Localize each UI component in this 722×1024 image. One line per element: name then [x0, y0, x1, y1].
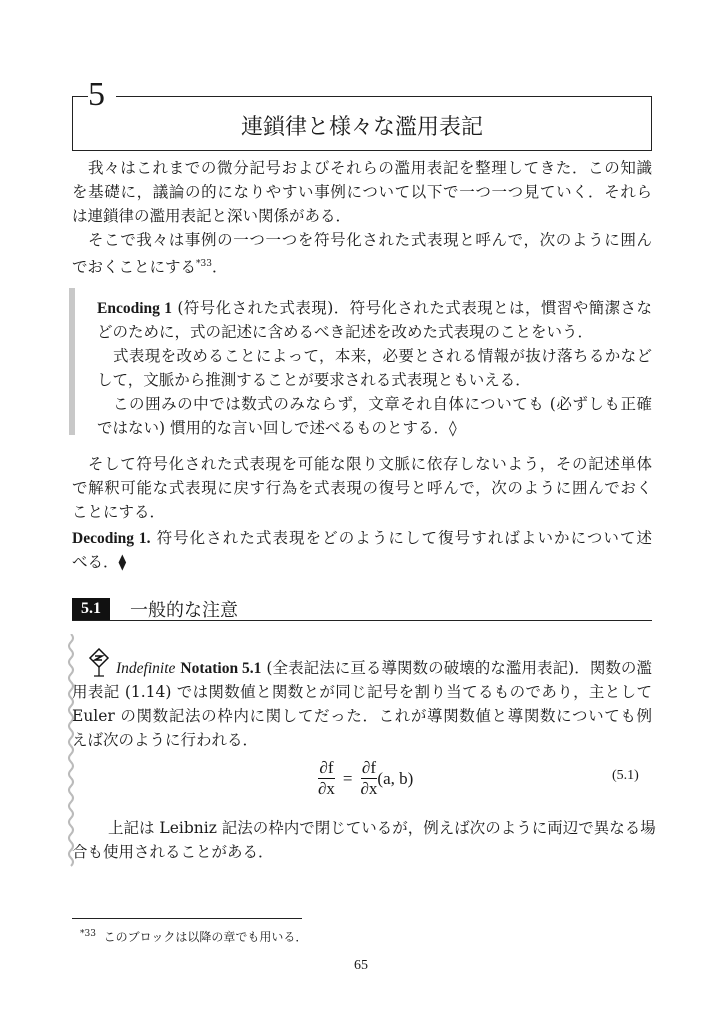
- notation-label: Notation 5.1: [180, 660, 262, 677]
- text-line: ではない) 慣用的な言い回しで述べるものとする．◊: [97, 419, 457, 437]
- text-line: Euler の関数記法の枠内に関してだった．これが導関数値と導関数についても例: [72, 707, 652, 725]
- text-line: は連鎖律の濫用表記と深い関係がある．: [72, 207, 352, 225]
- text-line: この囲みの中では数式のみならず，文章それ自体についても (必ずしも正確: [113, 395, 652, 413]
- text-line: 上記は Leibniz 記法の枠内で閉じているが，例えば次のように両辺で異なる場: [108, 819, 656, 837]
- text: でおくことにする: [72, 258, 197, 277]
- text-line: 合も使用されることがある．: [72, 843, 274, 861]
- text: ．: [211, 258, 228, 277]
- fraction: [318, 758, 335, 799]
- section-rule: [72, 620, 652, 621]
- notation-block: [72, 656, 652, 752]
- encoding-block: [97, 296, 652, 440]
- encoding-label: Encoding 1: [97, 300, 172, 317]
- text-line: [72, 656, 652, 680]
- decoding-block: [72, 526, 652, 574]
- paragraph: [72, 452, 652, 524]
- text-line: を基礎に，議論の的になりやすい事例について以下で一つ一つ見ていく．それら: [72, 183, 652, 201]
- fraction: [361, 758, 378, 799]
- text: (符号化された式表現)．符号化された式表現とは，慣習や簡潔さな: [177, 299, 652, 317]
- text-line: 用表記 (1.14) では関数値と関数とが同じ記号を割り当てるものであり，主として: [72, 683, 652, 701]
- footnote-mark: *33: [80, 929, 96, 939]
- footnote-ref[interactable]: *33: [196, 259, 212, 269]
- footnote: [80, 928, 307, 945]
- equation: [318, 758, 413, 799]
- paragraph: [72, 816, 656, 864]
- denominator: ∂x: [318, 779, 335, 798]
- text-line: で解釈可能な式表現に戻す行為を式表現の復号と呼んで，次のように囲んでおく: [72, 479, 652, 497]
- text: (全表記法に亘る導関数の破壊的な濫用表記)．関数の濫: [266, 659, 652, 677]
- equation-label: (5.1): [612, 768, 639, 783]
- text-line: ことにする．: [72, 503, 166, 521]
- text-line: [72, 526, 652, 550]
- text-line: 我々はこれまでの微分記号およびそれらの濫用表記を整理してきた．この知識: [88, 159, 652, 177]
- notation-label-italic: Indefinite: [116, 660, 176, 677]
- page-number: 65: [354, 958, 368, 973]
- decoding-label: Decoding 1.: [72, 530, 151, 547]
- text-line: 式表現を改めることによって，本来，必要とされる情報が抜け落ちるかなど: [113, 347, 652, 365]
- text-line: そこで我々は事例の一つ一つを符号化された式表現と呼んで，次のように囲ん: [88, 231, 652, 249]
- text-line: べる．⧫: [72, 553, 127, 571]
- chapter-number: 5: [88, 76, 105, 113]
- text-line: [97, 296, 652, 320]
- numerator: ∂f: [361, 758, 376, 777]
- arguments: (a, b): [377, 768, 414, 788]
- numerator: ∂f: [319, 758, 334, 777]
- section-number: 5.1: [72, 598, 110, 620]
- equals-sign: =: [342, 768, 353, 788]
- footnote-text: このブロックは以降の章でも用いる．: [103, 930, 308, 944]
- text-line: えば次のように行われる．: [72, 731, 259, 749]
- encoding-bar: [69, 288, 75, 435]
- denominator: ∂x: [360, 779, 378, 798]
- text-line: して，文脈から推測することが要求される式表現ともいえる．: [97, 371, 531, 389]
- text-line: [72, 252, 652, 276]
- section-title: 一般的な注意: [130, 600, 238, 621]
- footnote-rule: [72, 918, 302, 919]
- chapter-title: 連鎖律と様々な濫用表記: [240, 115, 483, 140]
- text-line: どのために，式の記述に含めるべき記述を改めた式表現のことをいう．: [97, 323, 594, 341]
- intro-paragraph: [72, 156, 652, 276]
- text-line: そして符号化された式表現を可能な限り文脈に依存しないよう，その記述単体: [88, 455, 652, 473]
- text: 符号化された式表現をどのようにして復号すればよいかについて述: [156, 529, 652, 547]
